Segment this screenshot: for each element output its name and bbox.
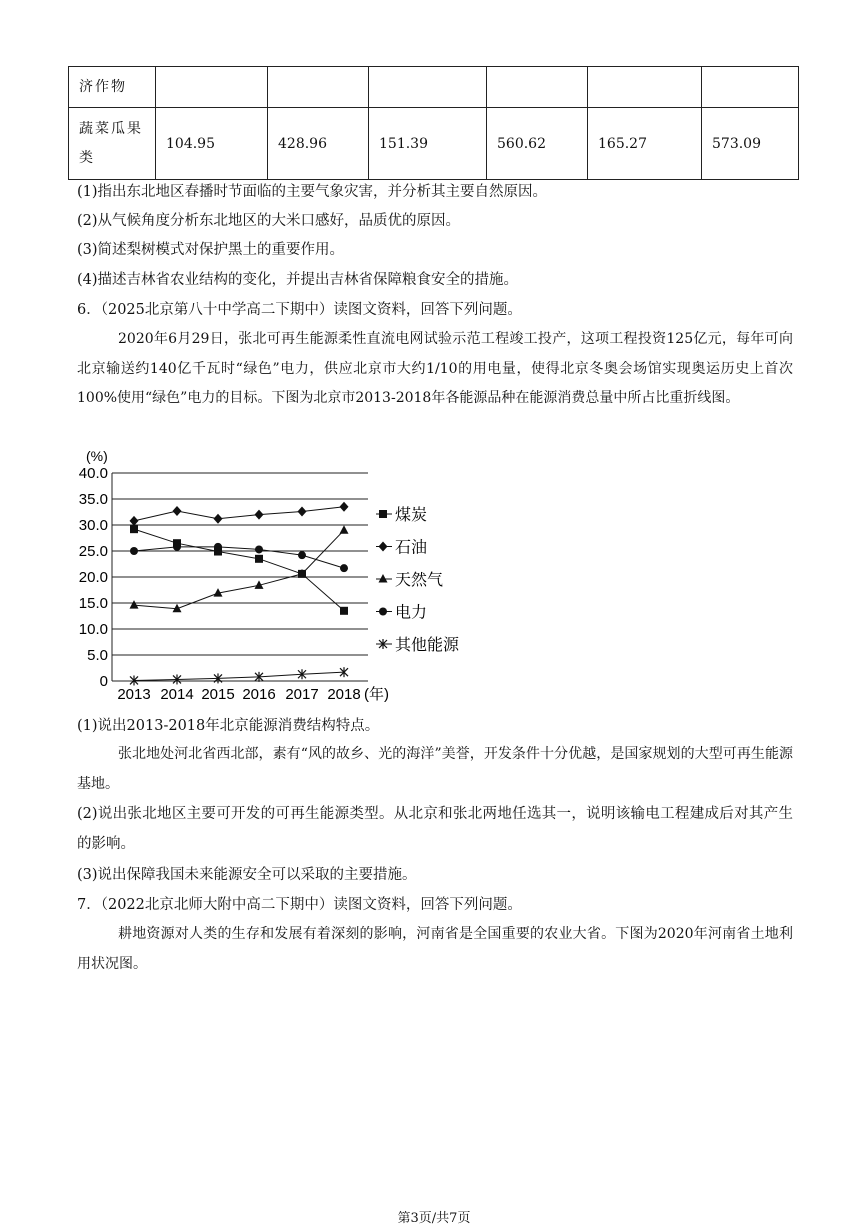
y-tick-label: 40.0 [78, 465, 108, 482]
data-point [130, 600, 139, 609]
question-item: (2)从气候角度分析东北地区的大米口感好，品质优的原因。 [77, 213, 461, 229]
x-tick-label: 2014 [160, 686, 194, 703]
question-title: 7．（2022北京北师大附中高二下期中）读图文资料，回答下列问题。 [77, 897, 522, 913]
series-2 [130, 502, 349, 526]
table-cell [369, 67, 487, 108]
paragraph-text: 张北地处河北省西北部，素有“风的故乡、光的海洋”美誉，开发条件十分优越，是国家规划的大型可再生能源基地。 [77, 746, 793, 792]
y-axis-label: (%) [86, 448, 108, 464]
row-label: 蔬菜瓜果类 [69, 108, 156, 180]
table-cell: 151.39 [369, 108, 487, 180]
series-4 [130, 543, 348, 572]
y-tick-label: 10.0 [78, 621, 108, 638]
data-point [173, 543, 181, 551]
series-line [134, 530, 344, 609]
question-item: (1)说出2013-2018年北京能源消费结构特点。 [77, 718, 380, 734]
legend-item [376, 506, 427, 524]
question-item [77, 800, 793, 859]
y-tick-label: 5.0 [87, 647, 108, 664]
chart-legend [376, 506, 460, 654]
crop-data-table [68, 66, 799, 180]
x-tick-label: 2015 [201, 686, 235, 703]
table-cell: 428.96 [268, 108, 369, 180]
energy-line-chart [72, 446, 492, 708]
data-point [340, 502, 349, 512]
data-point [214, 543, 222, 551]
table-row [69, 108, 799, 180]
table-cell [156, 67, 268, 108]
data-point [173, 506, 182, 516]
x-tick-labels [117, 685, 389, 703]
paragraph-text: (2)说出张北地区主要可开发的可再生能源类型。从北京和张北两地任选其一，说明该输电工程建成后对其产生的影响。 [77, 806, 793, 852]
question-paragraph [77, 740, 793, 799]
data-point [379, 574, 388, 583]
x-tick-label: 2018 [327, 686, 361, 703]
x-axis-label: (年) [364, 686, 389, 703]
x-tick-label: 2013 [117, 686, 151, 703]
data-point [379, 608, 387, 616]
question-item: (3)说出保障我国未来能源安全可以采取的主要措施。 [77, 867, 417, 883]
y-tick-labels [79, 465, 108, 690]
series-line [134, 529, 344, 611]
data-point [255, 545, 263, 553]
question-item: (3)简述梨树模式对保护黑土的重要作用。 [77, 242, 345, 258]
table-cell: 573.09 [702, 108, 799, 180]
table-row [69, 67, 799, 108]
paragraph-text: 2020年6月29日，张北可再生能源柔性直流电网试验示范工程竣工投产，这项工程投资125亿元，每年可向北京输送约140亿千瓦时“绿色”电力，供应北京市大约1/10的用电量，使得北京冬奥会场馆实现奥运历史上首次100%使用“绿色”电力的目标。下图为北京市2013-2018年各能源品种在能源消费总量中所占比重折线图。 [77, 331, 793, 406]
data-point [130, 525, 138, 533]
data-point [340, 525, 349, 534]
data-point [298, 506, 307, 516]
row-label: 济作物 [69, 67, 156, 108]
data-point [340, 564, 348, 572]
table-cell [268, 67, 369, 108]
table-cell: 165.27 [588, 108, 702, 180]
table-cell [588, 67, 702, 108]
legend-label: 煤炭 [395, 507, 428, 524]
table-cell [487, 67, 588, 108]
legend-label: 天然气 [395, 572, 444, 589]
y-tick-label: 35.0 [78, 491, 108, 508]
question-item: (4)描述吉林省农业结构的变化，并提出吉林省保障粮食安全的措施。 [77, 272, 519, 288]
chart-series [130, 502, 349, 686]
table-cell [702, 67, 799, 108]
table-cell: 104.95 [156, 108, 268, 180]
series-line [134, 547, 344, 568]
x-tick-label: 2016 [242, 686, 276, 703]
data-point [130, 547, 138, 555]
series-line [134, 507, 344, 521]
legend-label: 其他能源 [395, 637, 460, 654]
legend-item [376, 636, 460, 654]
data-point [379, 510, 387, 518]
table-cell: 560.62 [487, 108, 588, 180]
legend-item [376, 604, 427, 622]
series-line [134, 672, 344, 680]
y-tick-label: 0 [99, 673, 108, 690]
data-point [379, 542, 388, 552]
page-footer: 第3页/共7页 [397, 1211, 471, 1226]
x-tick-label: 2017 [285, 686, 319, 703]
series-5 [130, 667, 348, 685]
paragraph-text: 耕地资源对人类的生存和发展有着深刻的影响，河南省是全国重要的农业大省。下图为2020年河南省土地利用状况图。 [77, 926, 793, 972]
y-tick-label: 20.0 [78, 569, 108, 586]
data-point [340, 607, 348, 615]
question-item: (1)指出东北地区春播时节面临的主要气象灾害，并分析其主要自然原因。 [77, 184, 548, 200]
legend-label: 石油 [395, 539, 428, 557]
legend-item [376, 539, 427, 557]
legend-label: 电力 [395, 604, 428, 622]
data-point [214, 514, 223, 524]
series-1 [130, 525, 348, 615]
data-point [130, 516, 139, 526]
data-point [255, 510, 264, 520]
y-tick-label: 25.0 [78, 543, 108, 560]
data-point [298, 551, 306, 559]
data-point [255, 555, 263, 563]
question-paragraph [77, 920, 793, 979]
y-tick-label: 15.0 [78, 595, 108, 612]
question-title: 6．（2025北京第八十中学高二下期中）读图文资料，回答下列问题。 [77, 302, 522, 318]
legend-item [376, 571, 443, 589]
y-tick-label: 30.0 [78, 517, 108, 534]
question-paragraph [77, 325, 793, 414]
